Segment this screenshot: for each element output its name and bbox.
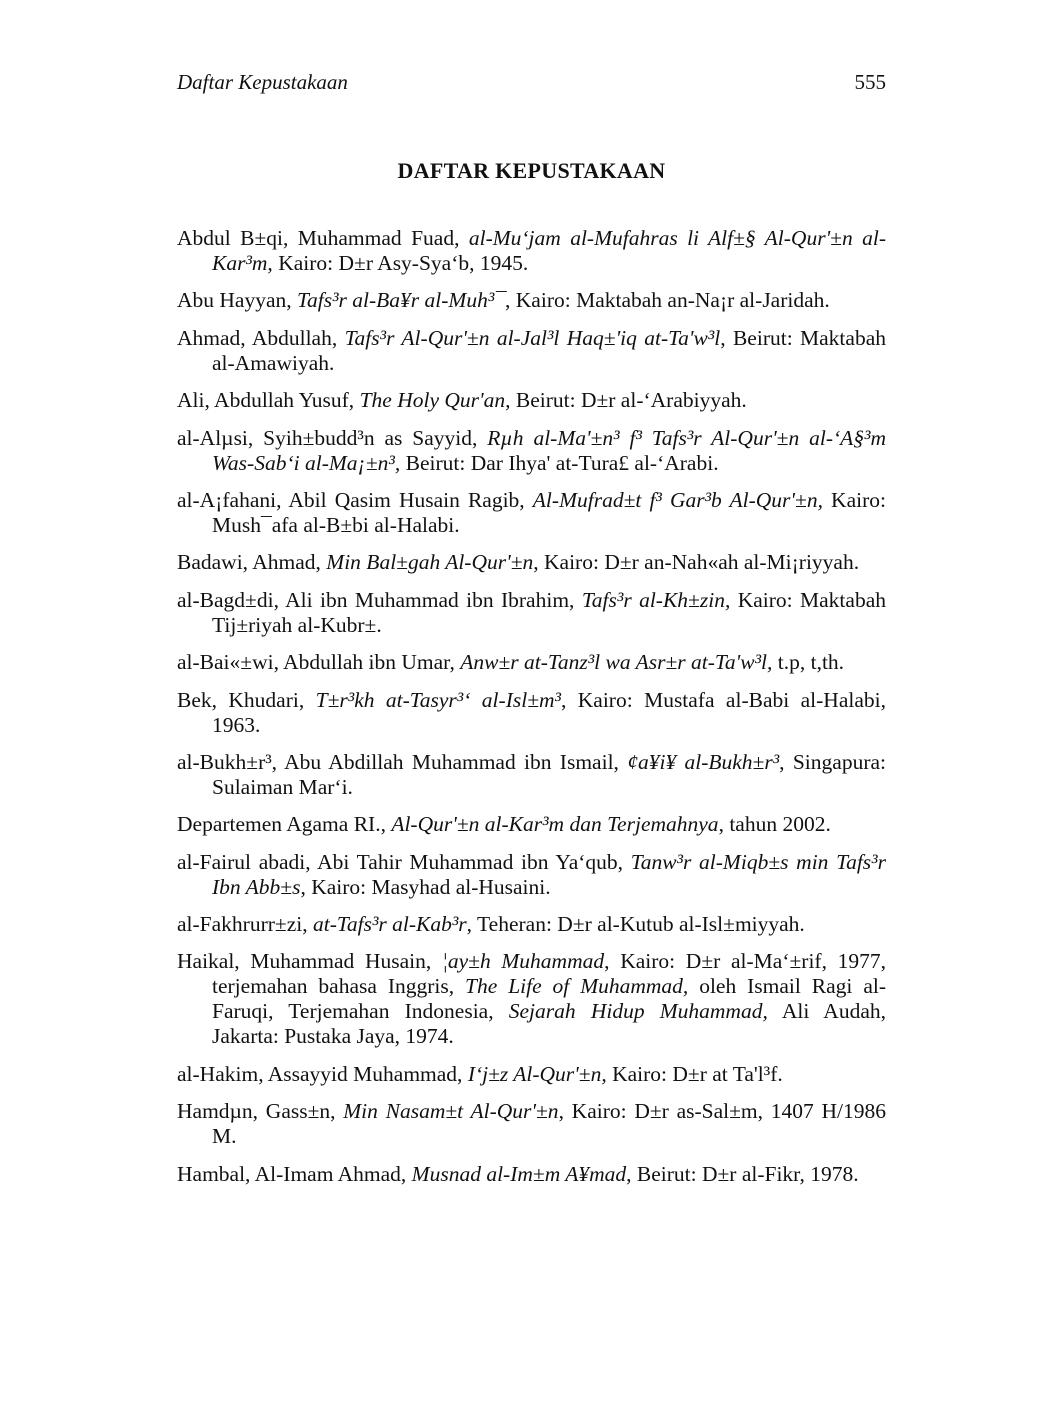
entry-author: Haikal, Muhammad Husain, (177, 949, 442, 974)
entry-work-title: Min Nasam±t Al-Qur'±n (343, 1099, 559, 1124)
entry-publication: , Beirut: Maktabah al-Amawiyah. (212, 325, 886, 375)
page-number: 555 (854, 70, 886, 94)
entry-author: al-Fakhrurr±zi, (177, 912, 313, 937)
entry-author: Hambal, Al-Imam Ahmad, (177, 1161, 412, 1186)
entry-publication: , Kairo: D±r as-Sal±m, 1407 H/1986 M. (212, 1099, 886, 1149)
bibliography-entry (177, 1099, 886, 1149)
entry-work-title: Tanw³r al-Miqb±s min Tafs³r Ibn Abb±s (212, 849, 886, 899)
entry-publication: Beirut: Dar Ihya' at-Tura£ al-‘Arabi. (400, 450, 719, 475)
bibliography-entry (177, 326, 886, 376)
entry-publication: , Kairo: D±r an-Nah«ah al-Mi¡riyyah. (533, 550, 860, 575)
bibliography-entry (177, 1062, 886, 1087)
entry-author: al-Bai«±wi, Abdullah ibn Umar, (177, 650, 461, 675)
bibliography-entry (177, 688, 886, 738)
entry-author: al-Bukh±r³, Abu Abdillah Muhammad ibn Ismail, (177, 749, 628, 774)
entry-author: Badawi, Ahmad, (177, 550, 327, 575)
bibliography-entry (177, 912, 886, 937)
entry-work-title: Al-Mufrad±t f³ Gar³b Al-Qur'±n, (532, 487, 823, 512)
entry-work-title: T±r³kh at-Tasyr³‘ al-Isl±m³ (315, 687, 561, 712)
bibliography-list (177, 226, 886, 1199)
entry-publication: , Kairo: Maktabah an-Na¡r al-Jaridah. (505, 288, 830, 313)
bibliography-entry (177, 850, 886, 900)
running-header (177, 70, 886, 100)
bibliography-entry (177, 426, 886, 476)
entry-author: Ali, Abdullah Yusuf, (177, 388, 360, 413)
entry-publication: , Kairo: Masyhad al-Husaini. (300, 874, 551, 899)
entry-publication: Kairo: D±r at Ta'l³f. (606, 1061, 783, 1086)
entry-publication: oleh Ismail Ragi al-Faruqi, Terjemahan Indonesia, (212, 974, 886, 1024)
bibliography-entry (177, 550, 886, 575)
entry-work-title: al-Mu‘jam al-Mufahras li Alf±§ Al-Qur'±n al-Kar³m, (212, 226, 886, 275)
bibliography-entry (177, 750, 886, 800)
entry-publication: Ali Audah, Jakarta: Pustaka Jaya, 1974. (212, 999, 886, 1049)
entry-publication: , Kairo: D±r al-Ma‘±rif, 1977, terjemahan bahasa Inggris, (212, 949, 887, 999)
entry-work-title: Min Bal±gah Al-Qur'±n (326, 550, 534, 575)
entry-work-title: The Life of Muhammad, (465, 974, 689, 999)
bibliography-entry (177, 650, 886, 675)
bibliography-entry (177, 288, 886, 313)
entry-publication: , Singapura: Sulaiman Mar‘i. (212, 749, 886, 799)
bibliography-entry (177, 588, 886, 638)
entry-author: al-Hakim, Assayyid Muhammad, (177, 1061, 468, 1086)
entry-work-title: Tafs³r Al-Qur'±n al-Jal³l Haq±'iq at-Ta'w³l (344, 325, 721, 350)
bibliography-entry (177, 949, 886, 1049)
entry-publication: , Beirut: D±r al-Fikr, 1978. (626, 1161, 859, 1186)
entry-work-title: Al-Qur'±n al-Kar³m dan Terjemahnya (391, 812, 719, 837)
bibliography-entry (177, 1162, 886, 1187)
entry-publication: Beirut: D±r al-‘Arabiyyah. (510, 388, 747, 413)
entry-author: al-A¡fahani, Abil Qasim Husain Ragib, (177, 487, 533, 512)
entry-publication: Kairo: Maktabah Tij±riyah al-Kubr±. (212, 587, 886, 637)
entry-publication: t.p, t,th. (772, 650, 845, 675)
entry-publication: Kairo: D±r Asy-Sya‘b, 1945. (272, 251, 529, 275)
entry-publication: , tahun 2002. (718, 812, 831, 837)
entry-publication: , Kairo: Mustafa al-Babi al-Halabi, 1963. (212, 687, 886, 737)
entry-author: Ahmad, Abdullah, (177, 325, 345, 350)
entry-work-title: Musnad al-Im±m A¥mad (411, 1161, 627, 1186)
entry-work-title: The Holy Qur'an, (359, 388, 511, 413)
entry-work-title: ¢a¥i¥ al-Bukh±r³ (627, 749, 780, 774)
bibliography-entry (177, 226, 886, 276)
bibliography-entry (177, 812, 886, 837)
entry-work-title: Anw±r at-Tanz³l wa Asr±r at-Ta'w³l, (460, 650, 773, 675)
entry-author: Hamdµn, Gass±n, (177, 1099, 344, 1124)
entry-publication: Kairo: Mush¯afa al-B±bi al-Halabi. (212, 487, 886, 537)
entry-work-title: Tafs³r al-Ba¥r al-Muh³¯ (297, 288, 506, 313)
entry-author: Abdul B±qi, Muhammad Fuad, (177, 226, 469, 250)
entry-author: al-Fairul abadi, Abi Tahir Muhammad ibn Ya‘qub, (177, 849, 631, 874)
entry-author: Abu Hayyan, (177, 288, 298, 313)
entry-work-title: I‘j±z Al-Qur'±n, (467, 1061, 607, 1086)
bibliography-entry (177, 388, 886, 413)
entry-author: Departemen Agama RI., (177, 812, 392, 837)
bibliography-entry (177, 488, 886, 538)
entry-work-title: Sejarah Hidup Muhammad, (508, 999, 768, 1024)
entry-author: al-Bagd±di, Ali ibn Muhammad ibn Ibrahim, (177, 587, 582, 612)
running-title: Daftar Kepustakaan (177, 70, 348, 94)
entry-work-title: ¦ay±h Muhammad (441, 949, 605, 974)
page-title: DAFTAR KEPUSTAKAAN (397, 158, 666, 183)
entry-work-title: Rµh al-Ma'±n³ f³ Tafs³r Al-Qur'±n al-‘A§³m Was-Sab‘i al-Ma¡±n³, (212, 425, 887, 475)
entry-work-title: at-Tafs³r al-Kab³r (312, 912, 467, 937)
entry-author: al-Alµsi, Syih±budd³n as Sayyid, (177, 425, 488, 450)
entry-work-title: Tafs³r al-Kh±zin, (581, 587, 731, 612)
entry-author: Bek, Khudari, (177, 687, 316, 712)
entry-publication: , Teheran: D±r al-Kutub al-Isl±miyyah. (466, 912, 805, 937)
